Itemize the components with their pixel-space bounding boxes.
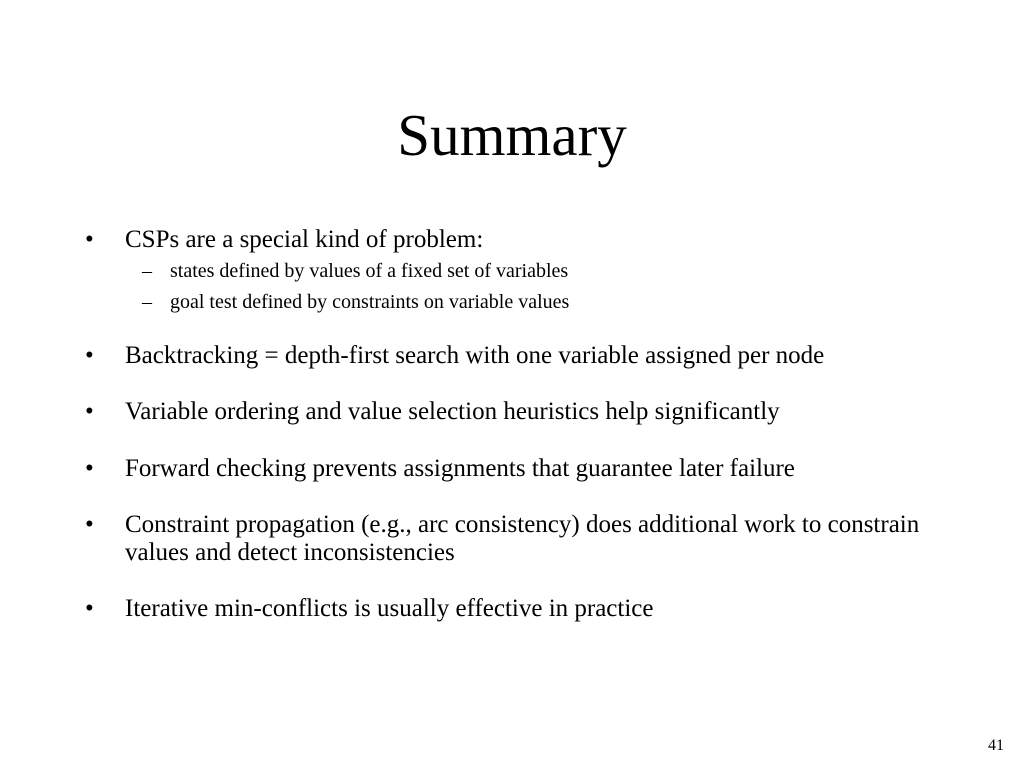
bullet-marker: • (85, 455, 94, 482)
bullet-marker: • (85, 595, 94, 622)
bullet-text: CSPs are a special kind of problem: (125, 226, 484, 253)
sub-bullet-text: states defined by values of a fixed set of variables (170, 260, 569, 282)
bullet-marker: • (85, 342, 94, 369)
bullet-marker: • (85, 511, 94, 538)
bullet-text: Forward checking prevents assignments that guarantee later failure (125, 455, 795, 482)
slide-title: Summary (397, 102, 627, 168)
sub-bullet-marker: – (142, 260, 152, 282)
bullet-marker: • (85, 226, 94, 253)
sub-bullet-marker: – (142, 291, 152, 313)
bullet-text: Variable ordering and value selection heuristics help significantly (125, 398, 780, 425)
bullet-text: Iterative min-conflicts is usually effective in practice (125, 595, 654, 622)
sub-bullet-text: goal test defined by constraints on variable values (170, 291, 570, 313)
page-number: 41 (988, 737, 1004, 754)
bullet-marker: • (85, 398, 94, 425)
bullet-text: Backtracking = depth-first search with one variable assigned per node (125, 342, 825, 369)
bullet-text: Constraint propagation (e.g., arc consistency) does additional work to constrain values and detect inconsistencies (125, 511, 920, 566)
